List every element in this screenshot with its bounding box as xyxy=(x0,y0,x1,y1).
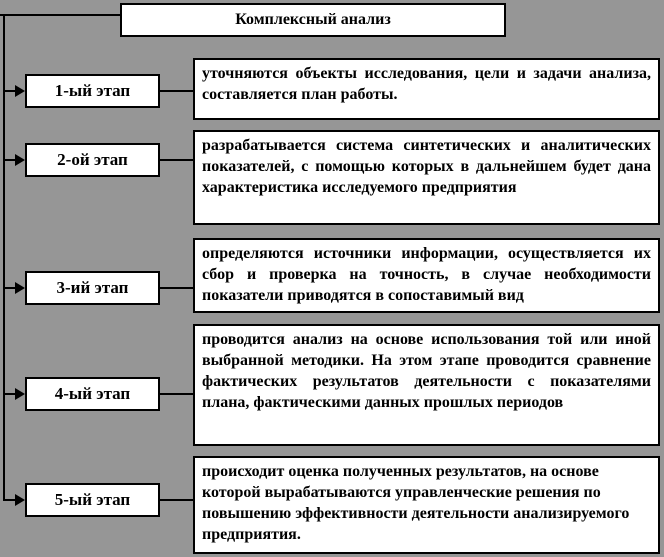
diagram-title: Комплексный анализ xyxy=(235,11,391,28)
stage-4-description: проводится анализ на основе использования той или иной выбранной методики. На этом этапе проводится сравнение фактических результатов деятельности с показателями плана, фактическими данных прошлых периодов xyxy=(202,331,651,411)
stage-box-5 xyxy=(25,483,160,517)
stage-2-connector xyxy=(159,159,193,161)
stage-1-connector xyxy=(159,90,193,92)
title-box xyxy=(120,3,506,37)
stage-1-description: уточняются объекты исследования, цели и задачи анализа, составляется план работы. xyxy=(202,65,651,103)
stage-3-label: 3-ий этап xyxy=(56,278,129,297)
trunk-horizontal-line xyxy=(0,14,121,16)
stage-5-connector xyxy=(159,499,193,501)
stage-1-label: 1-ый этап xyxy=(54,81,131,100)
arrow-right-icon xyxy=(15,85,25,97)
arrow-right-icon xyxy=(15,494,25,506)
stage-box-3 xyxy=(25,271,160,305)
desc-box-2 xyxy=(193,130,660,225)
arrow-right-icon xyxy=(15,154,25,166)
stage-box-1 xyxy=(25,74,160,108)
trunk-vertical-line xyxy=(3,14,5,501)
stage-5-label: 5-ый этап xyxy=(54,490,131,509)
stage-box-4 xyxy=(25,377,160,411)
stage-3-connector xyxy=(159,287,193,289)
stage-box-2 xyxy=(25,143,160,177)
stage-4-connector xyxy=(159,393,193,395)
stage-5-description: происходит оценка полученных результатов, на основе которой вырабатываются управленческие решения по повышению эффективности деятельности анализируемого предприятия. xyxy=(202,463,630,543)
desc-box-1 xyxy=(193,58,660,120)
arrow-right-icon xyxy=(15,282,25,294)
arrow-right-icon xyxy=(15,388,25,400)
stage-3-description: определяются источники информации, осуществляется их сбор и проверка на точность, в случае необходимости показатели приводятся в сопоставимый вид xyxy=(202,245,651,304)
desc-box-4 xyxy=(193,324,660,446)
desc-box-3 xyxy=(193,238,660,313)
stage-2-label: 2-ой этап xyxy=(57,150,128,169)
stage-2-description: разрабатывается система синтетических и аналитических показателей, с помощью которых в дальнейшем будет дана характеристика исследуемого предприятия xyxy=(202,137,651,196)
desc-box-5 xyxy=(193,456,660,554)
stage-4-label: 4-ый этап xyxy=(54,384,131,403)
